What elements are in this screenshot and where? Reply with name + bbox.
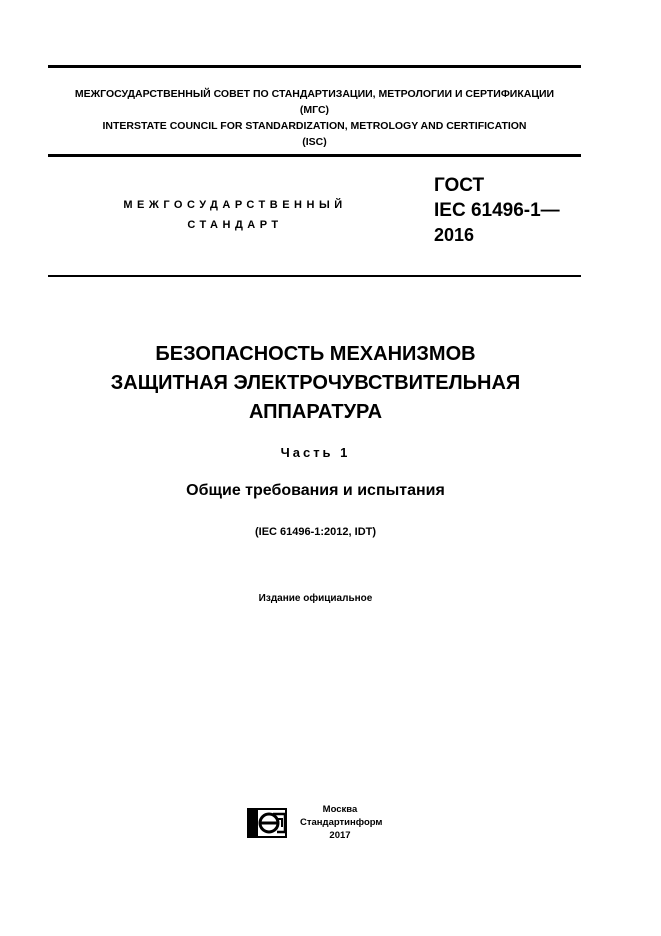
standard-code: [434, 173, 560, 248]
title-line2: ЗАЩИТНАЯ ЭЛЕКТРОЧУВСТВИТЕЛЬНАЯ: [110, 372, 521, 394]
title-line3: АППАРАТУРА: [248, 401, 383, 423]
council-abbr-en: (ISC): [302, 136, 327, 148]
standartinform-logo-icon: [247, 808, 287, 838]
council-name-ru: МЕЖГОСУДАРСТВЕННЫЙ СОВЕТ ПО СТАНДАРТИЗАЦИИ, МЕТРОЛОГИИ И СЕРТИФИКАЦИИ: [74, 88, 555, 100]
standard-kind: [100, 195, 370, 235]
document-title: [30, 340, 601, 427]
standard-code-year: 2016: [434, 225, 475, 245]
lower-rule: [48, 275, 581, 277]
standard-code-prefix: ГОСТ: [434, 175, 485, 196]
middle-rule: [48, 154, 581, 157]
standard-code-number: IEC 61496-1—: [434, 200, 560, 221]
publisher-block: [300, 803, 383, 842]
publisher-name: Стандартинформ: [300, 817, 383, 828]
council-abbr-ru: (МГС): [299, 104, 330, 116]
document-subtitle: Общие требования и испытания: [186, 482, 445, 499]
edition-label: Издание официальное: [258, 593, 373, 604]
top-rule: [48, 65, 581, 68]
standard-kind-line1: МЕЖГОСУДАРСТВЕННЫЙ: [123, 199, 347, 211]
title-line1: БЕЗОПАСНОСТЬ МЕХАНИЗМОВ: [155, 343, 476, 365]
council-name-en: INTERSTATE COUNCIL FOR STANDARDIZATION, METROLOGY AND CERTIFICATION: [102, 120, 527, 132]
standard-kind-line2: СТАНДАРТ: [187, 219, 283, 231]
part-label: Часть 1: [280, 445, 351, 460]
publisher-city: Москва: [322, 804, 358, 815]
iec-reference: (IEC 61496-1:2012, IDT): [254, 526, 377, 538]
council-header: [48, 86, 581, 150]
publisher-year: 2017: [329, 830, 351, 841]
